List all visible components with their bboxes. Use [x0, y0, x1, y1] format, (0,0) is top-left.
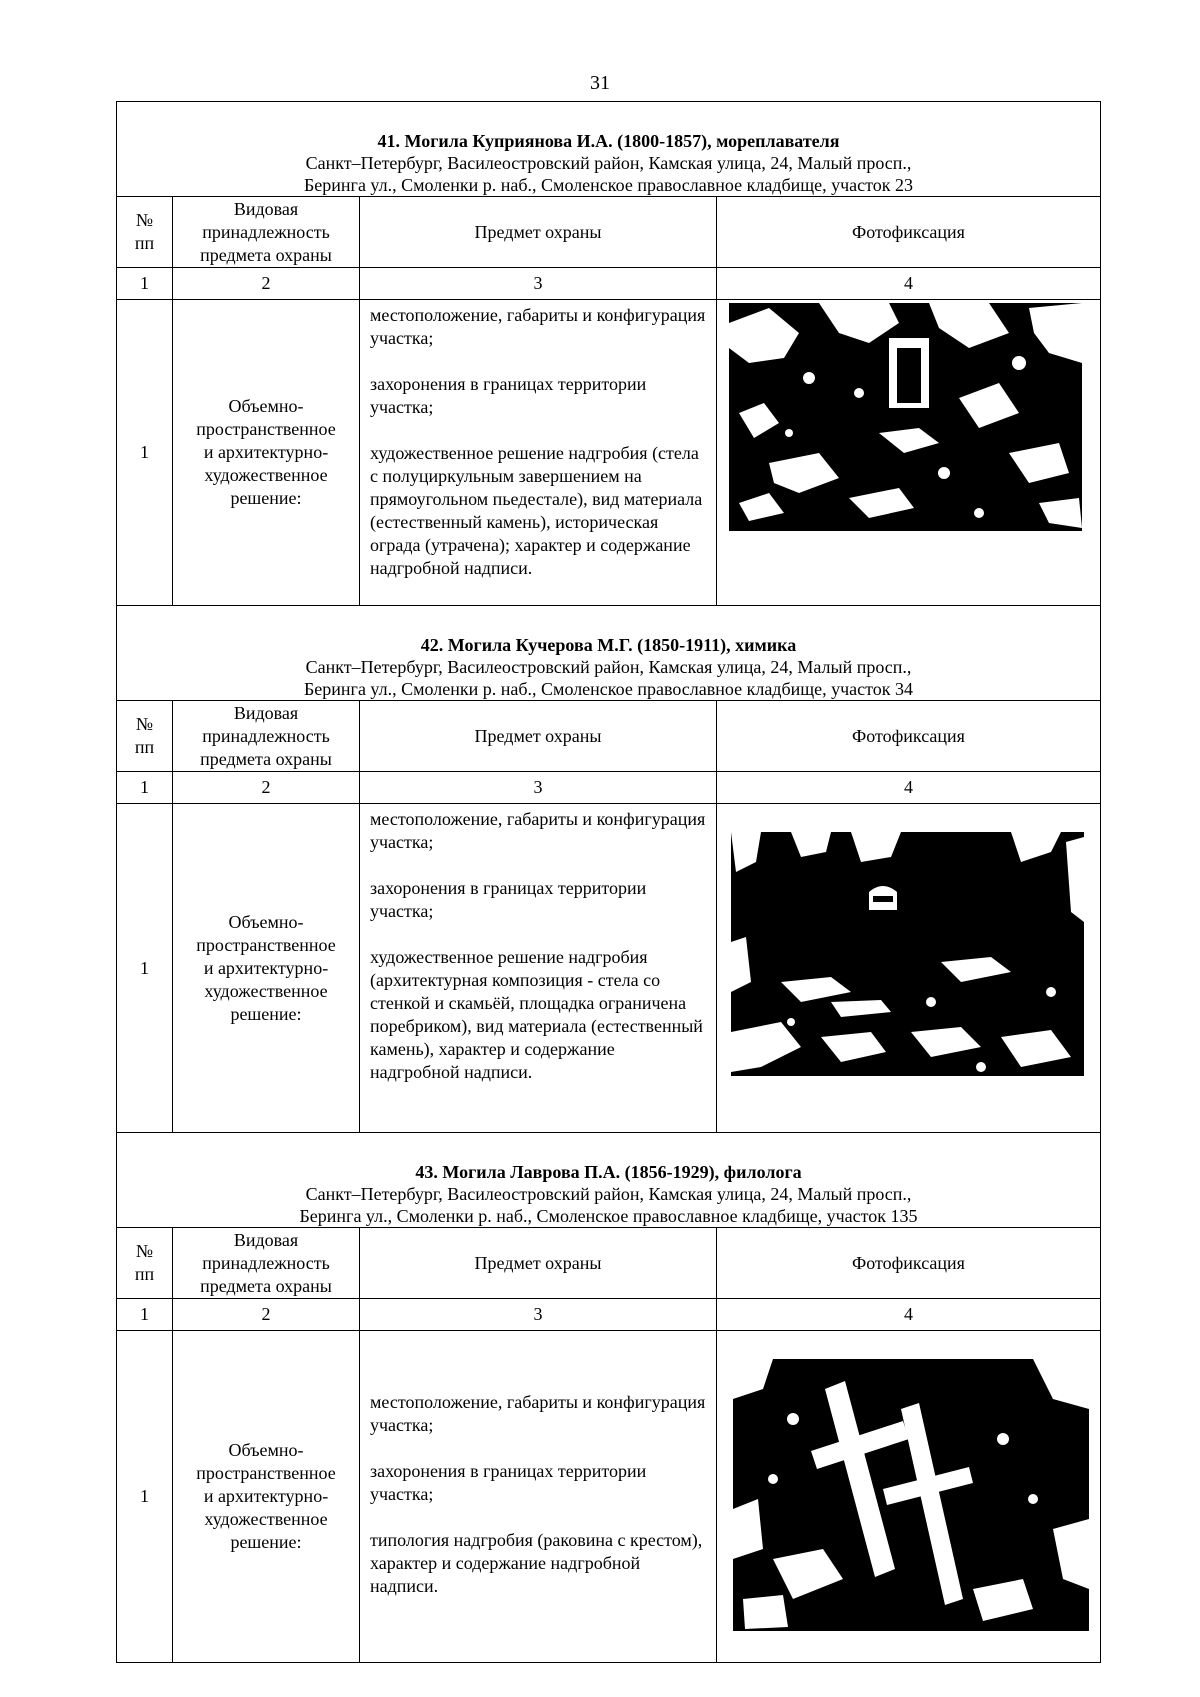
subject-item: художественное решение надгробия (архитектурная композиция - стела со стенкой и скамьёй, площадка ограничена поребриком), вид материала (естественный камень), характер и содержание надгробной надписи. — [370, 947, 703, 1082]
col-number: 2 — [173, 268, 360, 299]
col-header-num: № пп — [117, 1228, 173, 1298]
col-header-photo: Фотофиксация — [852, 725, 965, 746]
entry-address-line: Беринга ул., Смоленки р. наб., Смоленское православное кладбище, участок 34 — [303, 679, 914, 699]
grave-photo-crosses — [733, 1359, 1089, 1631]
page-number: 31 — [590, 72, 610, 94]
column-header-row — [117, 197, 1100, 268]
subject-item: местоположение, габариты и конфигурация участка; — [370, 305, 706, 348]
col-header-subject: Предмет охраны — [360, 1228, 717, 1298]
col-header-photo: Фотофиксация — [852, 221, 965, 242]
subject-item: типология надгробия (раковина с крестом), характер и содержание надгробной надписи. — [370, 1530, 703, 1596]
grave-photo-stela — [729, 303, 1082, 531]
photo-cell — [717, 1331, 1100, 1662]
table-row — [117, 300, 1100, 606]
col-number: 4 — [904, 1304, 913, 1324]
protection-subject — [360, 300, 717, 605]
col-header-type: Видовая принадлежность предмета охраны — [173, 197, 360, 267]
col-number: 1 — [117, 268, 173, 299]
entry-address-line: Беринга ул., Смоленки р. наб., Смоленское православное кладбище, участок 23 — [303, 175, 914, 195]
entry-title: 41. Могила Куприянова И.А. (1800-1857), мореплавателя — [377, 131, 840, 151]
column-number-row — [117, 772, 1100, 804]
column-header-row — [117, 1228, 1100, 1299]
col-number: 4 — [904, 777, 913, 797]
protection-type: Объемно- пространственное и архитектурно- художественное решение: — [173, 300, 360, 605]
entry-header — [117, 1133, 1100, 1228]
row-number: 1 — [117, 300, 173, 605]
subject-item: местоположение, габариты и конфигурация участка; — [370, 1392, 706, 1435]
entry-address-line: Беринга ул., Смоленки р. наб., Смоленское православное кладбище, участок 135 — [299, 1206, 918, 1226]
protection-subject — [360, 1331, 717, 1662]
heritage-table — [116, 101, 1101, 1663]
grave-photo-bench — [731, 832, 1084, 1076]
protection-type: Объемно- пространственное и архитектурно- художественное решение: — [173, 804, 360, 1132]
subject-item: захоронения в границах территории участка; — [370, 1461, 647, 1504]
subject-item: местоположение, габариты и конфигурация участка; — [370, 809, 706, 852]
subject-item: захоронения в границах территории участка; — [370, 374, 647, 417]
col-header-type: Видовая принадлежность предмета охраны — [173, 701, 360, 771]
col-number: 2 — [173, 772, 360, 803]
protection-type: Объемно- пространственное и архитектурно- художественное решение: — [173, 1331, 360, 1662]
col-number: 3 — [360, 772, 717, 803]
col-header-type: Видовая принадлежность предмета охраны — [173, 1228, 360, 1298]
photo-cell — [717, 804, 1100, 1132]
col-header-subject: Предмет охраны — [360, 197, 717, 267]
col-header-photo: Фотофиксация — [852, 1252, 965, 1273]
subject-item: захоронения в границах территории участка; — [370, 878, 647, 921]
col-header-num: № пп — [117, 701, 173, 771]
subject-item: художественное решение надгробия (стела с полуциркульным завершением на прямоугольном пьедестале), вид материала (естественный камень), историческая ограда (утрачена); характер и содержание надгробной надписи. — [370, 443, 703, 578]
entry-title: 43. Могила Лаврова П.А. (1856-1929), филолога — [415, 1162, 802, 1182]
col-number: 4 — [904, 273, 913, 293]
entry-address-line: Санкт–Петербург, Василеостровский район, Камская улица, 24, Малый просп., — [305, 1184, 912, 1204]
column-number-row — [117, 1299, 1100, 1331]
col-header-num: № пп — [117, 197, 173, 267]
table-row — [117, 804, 1100, 1133]
table-row — [117, 1331, 1100, 1662]
col-number: 1 — [117, 772, 173, 803]
entry-address-line: Санкт–Петербург, Василеостровский район, Камская улица, 24, Малый просп., — [305, 153, 912, 173]
entry-address-line: Санкт–Петербург, Василеостровский район, Камская улица, 24, Малый просп., — [305, 657, 912, 677]
row-number: 1 — [117, 1331, 173, 1662]
col-header-subject: Предмет охраны — [360, 701, 717, 771]
photo-cell — [717, 300, 1100, 605]
entry-title: 42. Могила Кучерова М.Г. (1850-1911), химика — [420, 635, 797, 655]
protection-subject — [360, 804, 717, 1132]
entry-header — [117, 102, 1100, 197]
column-header-row — [117, 701, 1100, 772]
entry-header — [117, 606, 1100, 701]
col-number: 3 — [360, 1299, 717, 1330]
col-number: 3 — [360, 268, 717, 299]
column-number-row — [117, 268, 1100, 300]
col-number: 1 — [117, 1299, 173, 1330]
row-number: 1 — [117, 804, 173, 1132]
col-number: 2 — [173, 1299, 360, 1330]
